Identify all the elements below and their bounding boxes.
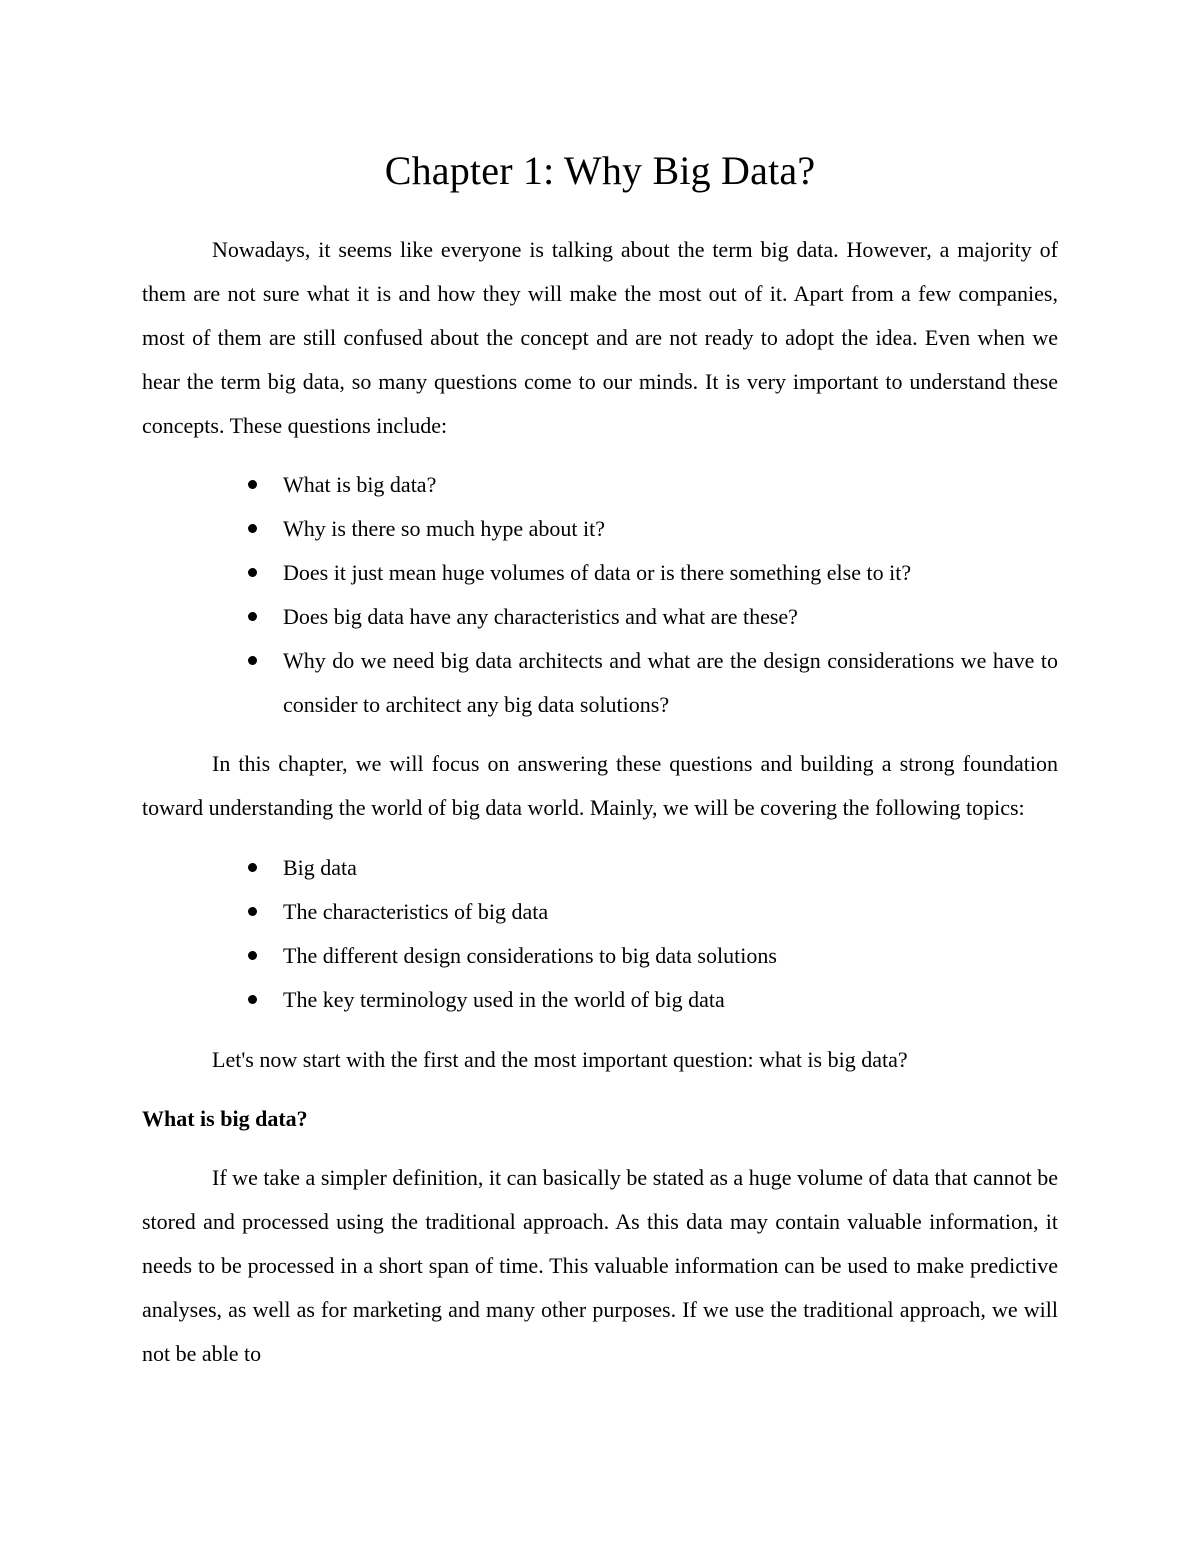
list-item	[142, 463, 1058, 507]
list-item-text: Why do we need big data architects and what are the design considerations we have to consider to architect any big data solutions?	[283, 648, 1058, 717]
bullet-icon	[248, 480, 257, 489]
document-page	[142, 140, 1058, 1376]
list-item	[142, 846, 1058, 890]
list-item-text: Big data	[283, 855, 357, 880]
list-item-text: The key terminology used in the world of big data	[283, 987, 725, 1012]
bullet-icon	[248, 656, 257, 665]
section-paragraph: If we take a simpler definition, it can basically be stated as a huge volume of data that cannot be stored and processed using the traditional approach. As this data may contain valuable information, it needs to be processed in a short span of time. This valuable information can be used to make predictive analyses, as well as for marketing and many other purposes. If we use the traditional approach, we will not be able to	[142, 1165, 1058, 1366]
list-item-text: Why is there so much hype about it?	[283, 516, 605, 541]
chapter-title: Chapter 1: Why Big Data?	[384, 148, 816, 193]
questions-list	[142, 463, 1058, 727]
list-item	[142, 639, 1058, 727]
list-item	[142, 595, 1058, 639]
section-heading: What is big data?	[142, 1106, 308, 1131]
bullet-icon	[248, 568, 257, 577]
list-item	[142, 934, 1058, 978]
bullet-icon	[248, 907, 257, 916]
bullet-icon	[248, 524, 257, 533]
list-item	[142, 890, 1058, 934]
list-item-text: The different design considerations to big data solutions	[283, 943, 777, 968]
list-item	[142, 551, 1058, 595]
intro-paragraph: Nowadays, it seems like everyone is talking about the term big data. However, a majority of them are not sure what it is and how they will make the most out of it. Apart from a few companies, most of them are still confused about the concept and are not ready to adopt the idea. Even when we hear the term big data, so many questions come to our minds. It is very important to understand these concepts. These questions include:	[142, 237, 1058, 438]
start-paragraph: Let's now start with the first and the most important question: what is big data?	[212, 1047, 908, 1072]
list-item-text: The characteristics of big data	[283, 899, 549, 924]
list-item	[142, 507, 1058, 551]
focus-paragraph: In this chapter, we will focus on answering these questions and building a strong foundation toward understanding the world of big data world. Mainly, we will be covering the following topics:	[142, 751, 1058, 820]
bullet-icon	[248, 951, 257, 960]
bullet-icon	[248, 863, 257, 872]
topics-list	[142, 846, 1058, 1022]
list-item-text: What is big data?	[283, 472, 437, 497]
bullet-icon	[248, 612, 257, 621]
bullet-icon	[248, 995, 257, 1004]
list-item	[142, 978, 1058, 1022]
list-item-text: Does big data have any characteristics and what are these?	[283, 604, 798, 629]
list-item-text: Does it just mean huge volumes of data or is there something else to it?	[283, 560, 912, 585]
